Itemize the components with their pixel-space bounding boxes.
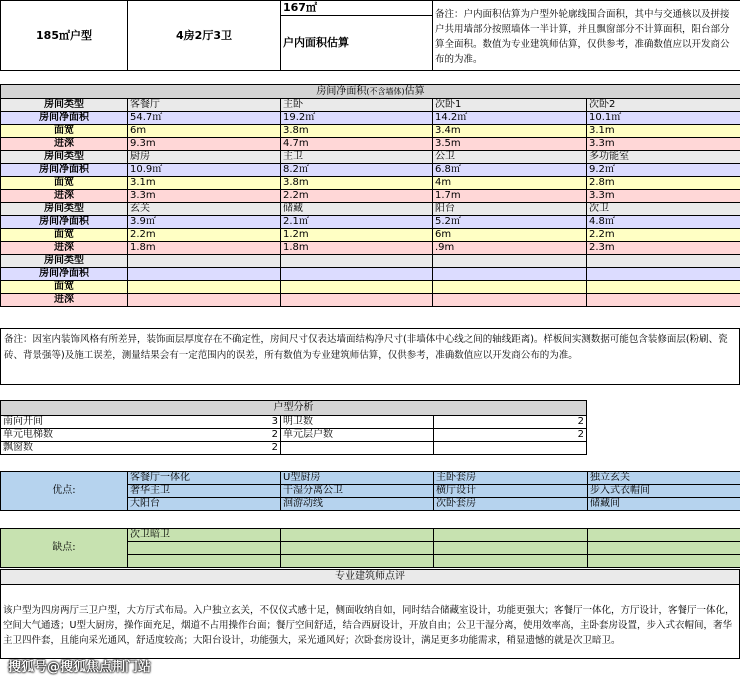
room-cell: 14.2㎡ [433,112,587,125]
room-cell: 4.7m [281,138,433,151]
room-cell: 3.5m [433,138,587,151]
room-cell: 6m [433,229,587,242]
room-cell [128,294,281,307]
room-cell: 3.9㎡ [128,216,281,229]
analysis-label-2: 明卫数 [281,416,434,429]
room-row-label: 进深 [1,138,128,151]
room-table-row [1,177,740,190]
room-row-label: 房间净面积 [1,164,128,177]
pros-item: 独立玄关 [588,472,740,485]
cons-item [281,542,434,555]
room-cell: 主卧 [281,99,433,112]
room-cell [281,255,433,268]
room-table-row [1,294,740,307]
pros-item: 储藏间 [588,498,740,511]
room-cell: 4m [433,177,587,190]
watermark: 搜狐号@搜狐焦点荆门站 [8,660,152,675]
room-cell: 1.2m [281,229,433,242]
cons-item [281,555,434,568]
room-cell: 2.8m [587,177,740,190]
cons-item [588,529,740,542]
room-cell: 19.2㎡ [281,112,433,125]
pros-label: 优点: [1,472,128,511]
room-cell: 3.8m [281,177,433,190]
analysis-value-1: 2 [271,442,278,453]
room-cell: 2.2m [281,190,433,203]
room-cell: 1.7m [433,190,587,203]
room-table-row [1,125,740,138]
room-row-label: 面宽 [1,229,128,242]
cons-item [434,555,588,568]
room-cell: .9m [433,242,587,255]
pros-item: 大阳台 [128,498,281,511]
pros-item: 奢华主卫 [128,485,281,498]
room-table-row [1,216,740,229]
cons-item [281,529,434,542]
analysis-value-1: 2 [271,429,278,440]
room-table-title: 房间净面积(不含墙体)估算 [1,85,740,99]
analysis-cell-left [1,442,281,455]
room-cell: 1.8m [281,242,433,255]
room-cell: 5.2㎡ [433,216,587,229]
room-row-label: 面宽 [1,125,128,138]
room-cell: 2.2m [587,229,740,242]
room-cell [587,281,740,294]
pros-item: 次卧套房 [434,498,588,511]
room-cell: 主卫 [281,151,433,164]
room-cell: 3.3m [587,138,740,151]
analysis-label-1: 单元电梯数 [3,429,53,440]
room-cell: 厨房 [128,151,281,164]
room-cell [587,294,740,307]
unit-type-label: 185㎡户型 [1,1,128,71]
area-label: 户内面积估算 [281,16,433,71]
analysis-cell-left [1,429,281,442]
cons-item [588,555,740,568]
room-cell: 次卧1 [433,99,587,112]
cons-item [588,542,740,555]
room-cell: 3.1m [587,125,740,138]
room-cell [128,255,281,268]
pros-item: 洄游动线 [281,498,434,511]
unit-layout: 4房2厅3卫 [128,1,281,71]
cons-item [434,529,588,542]
room-cell [128,268,281,281]
analysis-title: 户型分析 [1,401,587,416]
room-cell: 54.7㎡ [128,112,281,125]
pros-item: 步入式衣帽间 [588,485,740,498]
room-row-label: 进深 [1,190,128,203]
cons-item [128,542,281,555]
room-cell: 次卧2 [587,99,740,112]
cons-label: 缺点: [1,529,128,568]
analysis-value-2: 2 [434,429,587,442]
room-cell: 公卫 [433,151,587,164]
room-cell: 多功能室 [587,151,740,164]
room-cell: 6m [128,125,281,138]
room-cell [587,268,740,281]
pros-item: 干湿分离公卫 [281,485,434,498]
room-cell: 9.2㎡ [587,164,740,177]
room-cell: 10.9㎡ [128,164,281,177]
room-cell: 次卫 [587,203,740,216]
room-table-row [1,151,740,164]
room-cell: 2.3m [587,242,740,255]
cons-item [434,542,588,555]
room-row-label: 房间类型 [1,203,128,216]
room-table-row [1,190,740,203]
room-cell: 客餐厅 [128,99,281,112]
room-table-row [1,138,740,151]
analysis-table [0,400,587,455]
header-table [0,0,740,71]
cons-row [1,529,740,542]
room-cell: 1.8m [128,242,281,255]
room-cell: 3.8m [281,125,433,138]
room-row-label: 面宽 [1,281,128,294]
room-row-label: 房间净面积 [1,268,128,281]
room-cell [281,294,433,307]
pros-item: 主卧套房 [434,472,588,485]
area-value: 167㎡ [281,1,433,16]
room-table-row [1,164,740,177]
analysis-row [1,442,587,455]
room-cell [281,281,433,294]
room-area-table [0,84,740,307]
room-cell [433,294,587,307]
room-table-row [1,255,740,268]
room-cell: 2.2m [128,229,281,242]
room-cell: 储藏 [281,203,433,216]
room-cell: 4.8㎡ [587,216,740,229]
room-row-label: 房间净面积 [1,216,128,229]
area-note: 备注：户内面积估算为户型外轮廓线围合面积，其中与交通核以及拼接户共用墙部分按照墙体一半计算，并且飘窗部分不计算面积，阳台部分算全面积。数值为专业建筑师估算，仅供参考，准确数值应以开发商公布的为准。 [433,1,740,71]
room-cell: 3.1m [128,177,281,190]
room-table-row [1,99,740,112]
room-cell [433,281,587,294]
room-cell [128,281,281,294]
room-cell [433,255,587,268]
room-table-row [1,242,740,255]
room-row-label: 房间净面积 [1,112,128,125]
room-cell: 9.3m [128,138,281,151]
room-row-label: 进深 [1,294,128,307]
analysis-label-1: 南向开间 [3,416,43,427]
analysis-row [1,429,587,442]
cons-item: 次卫暗卫 [128,529,281,542]
room-table-row [1,203,740,216]
review-title: 专业建筑师点评 [0,569,740,585]
analysis-label-1: 飘窗数 [3,442,33,453]
room-cell [433,268,587,281]
room-table-row [1,268,740,281]
pros-item: 横厅设计 [434,485,588,498]
room-cell: 3.3m [587,190,740,203]
room-row-label: 房间类型 [1,151,128,164]
room-cell: 6.8㎡ [433,164,587,177]
room-row-label: 房间类型 [1,99,128,112]
room-cell [281,268,433,281]
cons-item [128,555,281,568]
analysis-value-2: 2 [434,416,587,429]
analysis-label-2 [281,442,434,455]
room-cell: 3.3m [128,190,281,203]
room-table-note: 备注：因室内装饰风格有所差异，装饰面层厚度存在不确定性，房间尺寸仅表达墙面结构净尺寸(非墙体中心线之间的轴线距离)。样板间实测数据可能包含装修面层(粉刷、瓷砖、背景强等)及施工误差，测量结果会有一定范围内的误差，所有数值为专业建筑师估算，仅供参考，准确数值应以开发商公布的为准。 [0,328,740,385]
room-cell: 8.2㎡ [281,164,433,177]
room-cell: 阳台 [433,203,587,216]
analysis-value-1: 3 [271,416,278,427]
pros-item: U型厨房 [281,472,434,485]
room-table-row [1,112,740,125]
cons-table [0,528,740,568]
room-row-label: 房间类型 [1,255,128,268]
room-cell: 3.4m [433,125,587,138]
room-cell: 10.1㎡ [587,112,740,125]
pros-item: 客餐厅一体化 [128,472,281,485]
room-row-label: 进深 [1,242,128,255]
analysis-row [1,416,587,429]
review-text: 该户型为四房两厅三卫户型，大方厅式布局。入户独立玄关，不仅仪式感十足，侧面收纳自如，同时结合储藏室设计，功能更强大；客餐厅一体化，方厅设计，客餐厅一体化，空间大气通透；U型大厨房，操作面充足，烟道不占用操作台面；餐厅空间舒适，结合西厨设计，开放自由；公卫干湿分离，使用效率高，主卧套房设置，步入式衣帽间，奢华主卫四件套，且能向采光通风，舒适度较高；大阳台设计，功能强大，采光通风好；次卧套房设计，满足更多功能需求，稍显遗憾的就是次卫暗卫。 [0,585,740,659]
room-cell [587,255,740,268]
analysis-label-2: 单元层户数 [281,429,434,442]
pros-row [1,472,740,485]
analysis-value-2 [434,442,587,455]
room-table-row [1,281,740,294]
analysis-cell-left [1,416,281,429]
room-row-label: 面宽 [1,177,128,190]
room-cell: 2.1㎡ [281,216,433,229]
pros-table [0,471,740,511]
room-table-row [1,229,740,242]
room-cell: 玄关 [128,203,281,216]
